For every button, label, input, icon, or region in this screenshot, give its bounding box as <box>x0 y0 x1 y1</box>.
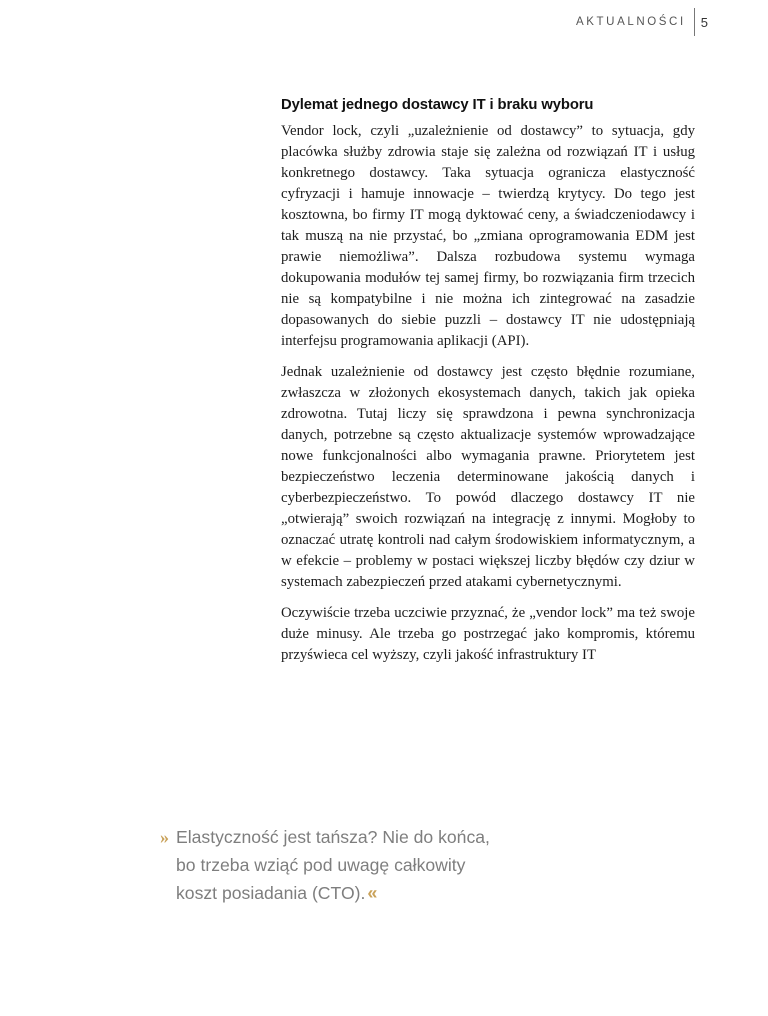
page-number: 5 <box>700 14 708 30</box>
article-heading: Dylemat jednego dostawcy IT i braku wyboru <box>281 97 594 113</box>
pull-quote-line-3 <box>160 879 520 907</box>
article-paragraph-3: Oczywiście trzeba uczciwie przyznać, że „vendor lock” ma też swoje duże minusy. Ale trzeba go postrzegać jako kompromis, któremu przyświeca cel wyższy, czyli jakość infrastruktury IT <box>281 605 695 663</box>
quote-open-mark: » <box>160 827 169 847</box>
page-header <box>576 8 708 36</box>
article-paragraph-2: Jednak uzależnienie od dostawcy jest często błędnie rozumiane, zwłaszcza w złożonych ekosystemach danych, takich jak opieka zdrowotna. Tutaj liczy się sprawdzona i pewna synchronizacja danych, potrzebne są często aktualizacje systemów wprowadzające nowe funkcjonalności albo wymagania prawne. Priorytetem jest bezpieczeństwo leczenia determinowane jakością danych i cyberbezpieczeństwo. To powód dlaczego dostawcy IT nie „otwierają” swoich rozwiązań na integrację z innymi. Mogłoby to oznaczać utratę kontroli nad całym środowiskiem informatycznym, a w efekcie – problemy w postaci większej liczby błędów czy dziur w systemach zabezpieczeń przed atakami cybernetycznymi. <box>281 364 695 590</box>
article-paragraph-1: Vendor lock, czyli „uzależnienie od dostawcy” to sytuacja, gdy placówka służby zdrowia staje się zależna od rozwiązań IT i usług konkretnego dostawcy. Taka sytuacja ogranicza elastyczność cyfryzacji i hamuje innowacje – twierdzą krytycy. Do tego jest kosztowna, bo firmy IT mogą dyktować ceny, a świadczeniodawcy i tak muszą na nie przystać, bo „zmiana oprogramowania EDM jest prawie niemożliwa”. Dalsza rozbudowa systemu wymaga dokupowania modułów tej samej firmy, bo rozwiązania firm trzecich nie są kompatybilne i nie można ich zintegrować na zasadzie dopasowanych do siebie puzzli – dostawcy IT nie udostępniają interfejsu programowania aplikacji (API). <box>281 123 695 349</box>
section-label: AKTUALNOŚCI <box>576 16 686 28</box>
pull-quote-line-3-text: koszt posiadania (CTO). <box>176 883 366 903</box>
pull-quote-line-1: Elastyczność jest tańsza? Nie do końca, <box>176 827 490 847</box>
article-body <box>281 97 695 676</box>
pull-quote-line-2: bo trzeba wziąć pod uwagę całkowity <box>176 855 466 875</box>
pull-quote <box>160 823 520 907</box>
quote-close-mark: « <box>367 883 378 903</box>
